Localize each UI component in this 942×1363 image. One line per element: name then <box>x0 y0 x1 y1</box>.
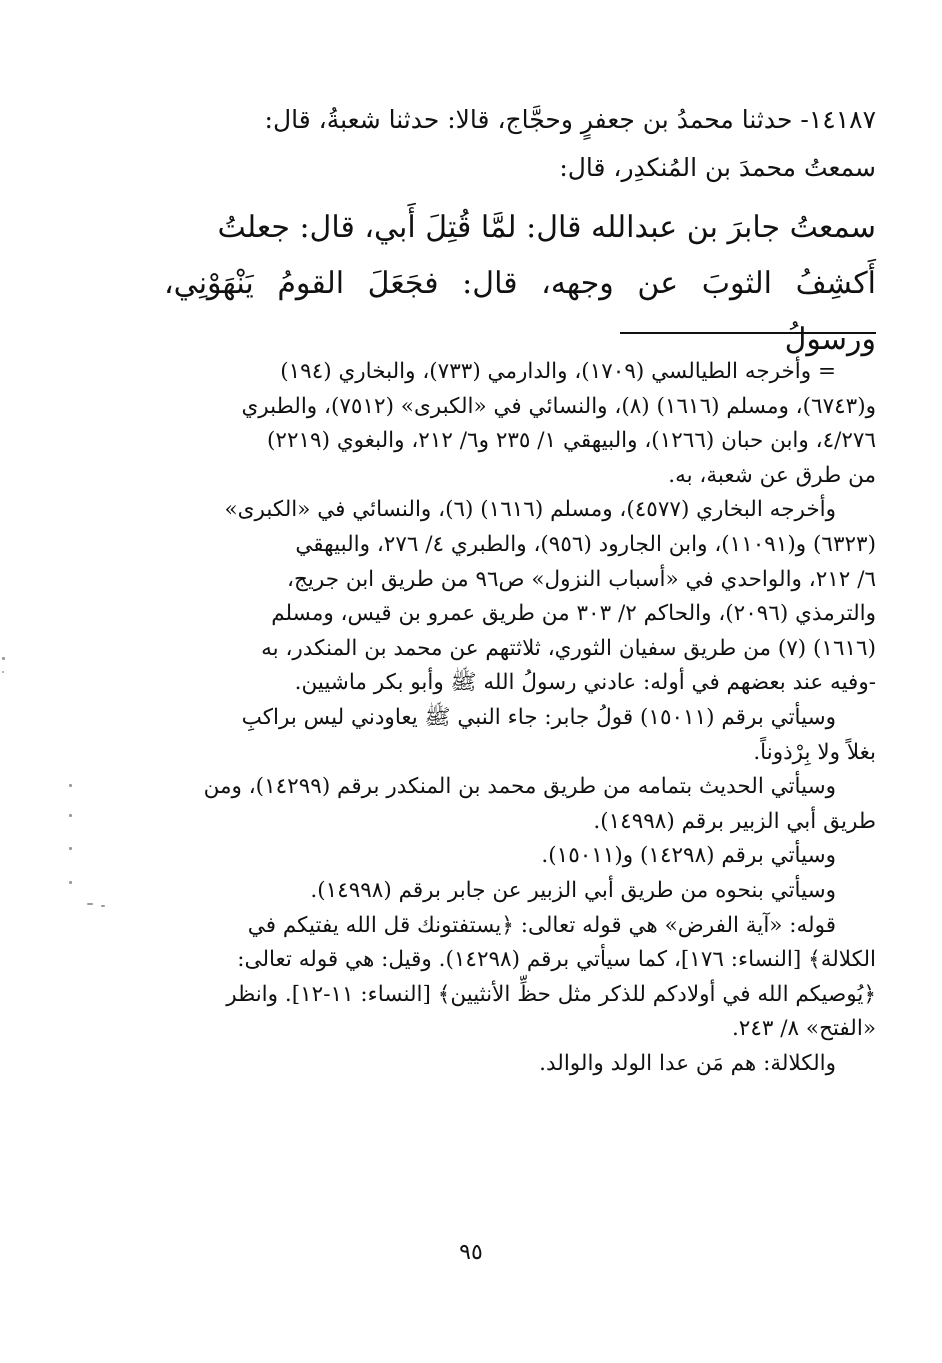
footnote-line: (٦٣٢٣) و(١١٠٩١)، وابن الجارود (٩٥٦)، والطبري ٤/ ٢٧٦، والبيهقي <box>295 531 876 557</box>
footnote-divider <box>620 332 876 334</box>
footnote-line: وسيأتي برقم (١٤٢٩٨) و(١٥٠١١). <box>541 843 836 869</box>
hadith-chain-line-2: سمعتُ محمدَ بن المُنكدِر، قال: <box>559 153 876 182</box>
scan-speck <box>69 814 72 817</box>
footnote-line: بغلاً ولا بِرْذوناً. <box>753 739 876 765</box>
scan-speck <box>101 905 105 907</box>
footnote-line: = وأخرجه الطيالسي (١٧٠٩)، والدارمي (٧٣٣)، والبخاري (١٩٤) <box>280 359 836 384</box>
footnote-line: وأخرجه البخاري (٤٥٧٧)، ومسلم (١٦١٦) (٦)، والنسائي في «الكبرى» <box>224 497 836 523</box>
footnote-line: والكلالة: هم مَن عدا الولد والوالد. <box>539 1050 836 1076</box>
footnote-line: ٦/ ٢١٢، والواحدي في «أسباب النزول» ص٩٦ من طريق ابن جريج، <box>287 566 876 592</box>
footnote-line: وسيأتي بنحوه من طريق أبي الزبير عن جابر برقم (١٤٩٩٨). <box>310 877 836 903</box>
scan-speck <box>69 784 72 787</box>
scan-speck <box>69 881 72 884</box>
hadith-matn-line-2: أَكشِفُ الثوبَ عن وجهه، قال: فجَعَلَ القومُ يَنْهَوْنِي، ورسولُ <box>164 266 876 357</box>
scan-speck <box>2 671 4 673</box>
footnote-line: -وفيه عند بعضهم في أوله: عادني رسولُ الله ﷺ وأبو بكر ماشيين. <box>294 670 876 696</box>
hadith-chain <box>164 96 876 192</box>
hadith-matn <box>164 200 876 368</box>
scan-speck <box>2 657 5 660</box>
footnote-line: «الفتح» ٨/ ٢٤٣. <box>731 1016 876 1042</box>
footnote-line: طريق أبي الزبير برقم (١٤٩٩٨). <box>593 808 876 834</box>
footnote-line: والترمذي (٢٠٩٦)، والحاكم ٢/ ٣٠٣ من طريق عمرو بن قيس، ومسلم <box>271 601 876 627</box>
footnote-line: وسيأتي برقم (١٥٠١١) قولُ جابر: جاء النبي ﷺ يعاودني ليس براكبِ <box>241 704 836 730</box>
footnote-line: و(٦٧٤٣)، ومسلم (١٦١٦) (٨)، والنسائي في «الكبرى» (٧٥١٢)، والطبري <box>241 393 876 419</box>
footnote-line: (١٦١٦) (٧) من طريق سفيان الثوري، ثلاثتهم عن محمد بن المنكدر، به <box>261 635 876 661</box>
hadith-matn-line-1: سمعتُ جابرَ بن عبدالله قال: لمَّا قُتِلَ أَبي، قال: جعلتُ <box>217 210 876 245</box>
footnote-line: ٤/٢٧٦، وابن حبان (١٢٦٦)، والبيهقي ١/ ٢٣٥ و٦/ ٢١٢، والبغوي (٢٢١٩) <box>267 428 876 454</box>
scan-speck <box>87 903 93 905</box>
footnotes <box>164 355 876 1081</box>
footnote-line: قوله: «آية الفرض» هي قوله تعالى: ﴿يستفتونك قل الله يفتيكم في <box>247 912 836 938</box>
footnote-line: ﴿يُوصيكم الله في أولادكم للذكر مثل حظِّ الأنثيين﴾ [النساء: ١١-١٢]. وانظر <box>226 981 876 1007</box>
scan-speck <box>69 847 72 850</box>
footnote-line: الكلالة﴾ [النساء: ١٧٦]، كما سيأتي برقم (١٤٢٩٨). وقيل: هي قوله تعالى: <box>237 947 876 973</box>
footnote-line: من طرق عن شعبة، به. <box>668 462 876 488</box>
page-number: ٩٥ <box>459 1240 483 1265</box>
footnote-line: وسيأتي الحديث بتمامه من طريق محمد بن المنكدر برقم (١٤٢٩٩)، ومن <box>203 774 836 800</box>
hadith-chain-line-1: ١٤١٨٧- حدثنا محمدُ بن جعفرٍ وحجَّاج، قالا: حدثنا شعبةُ، قال: <box>264 105 876 134</box>
